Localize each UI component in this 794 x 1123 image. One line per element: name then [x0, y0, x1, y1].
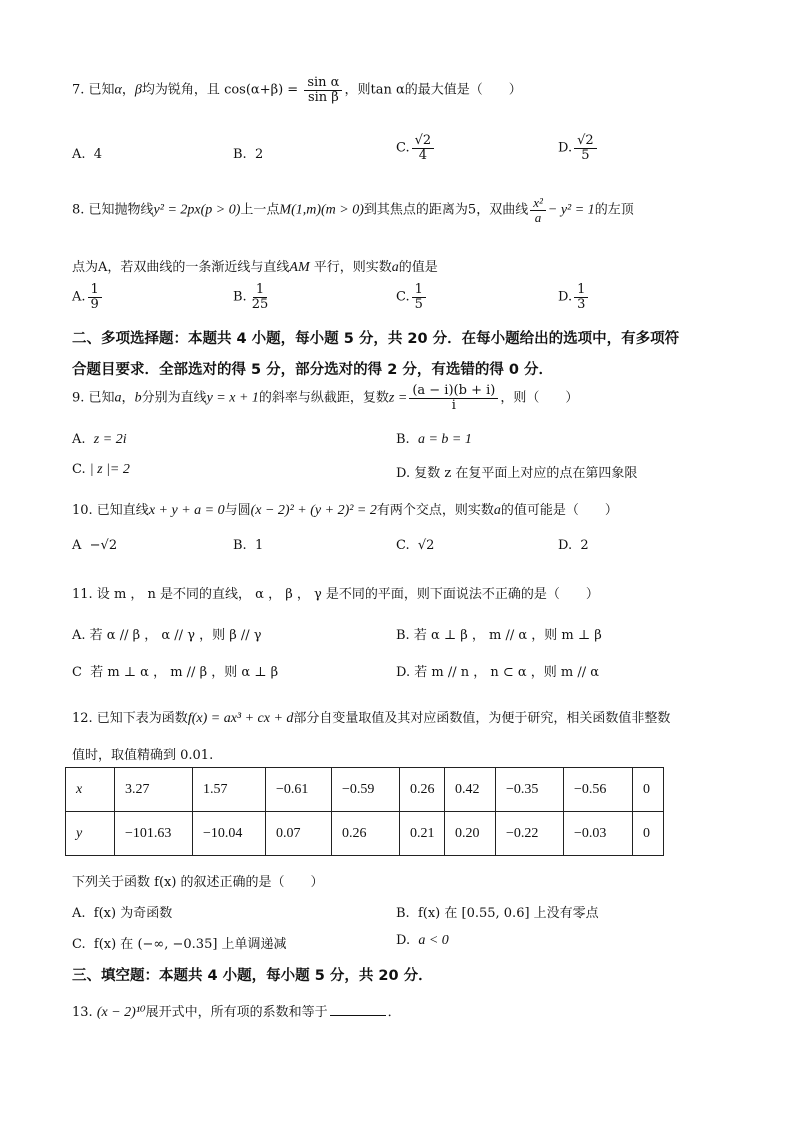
q12-option-d[interactable]: [396, 933, 449, 949]
option-label: B.: [396, 628, 410, 643]
table-cell: −0.35: [496, 768, 564, 812]
option-value: 4: [93, 147, 103, 162]
option-label: A.: [72, 628, 86, 643]
question-12-line1: [72, 707, 670, 727]
table-header-x: x: [66, 768, 115, 812]
q7-cos-expr: cos(α+β) =: [224, 82, 299, 98]
q8-line-am: AM: [289, 260, 310, 275]
table-cell: −101.63: [115, 812, 193, 856]
q9-var-a: a: [114, 390, 122, 406]
q9-option-a[interactable]: [72, 432, 127, 448]
answer-blank[interactable]: [330, 1003, 386, 1016]
question-8-line1: [72, 196, 634, 224]
q7-text: 均为锐角，且: [141, 82, 220, 98]
q10-option-a[interactable]: [72, 538, 117, 553]
table-row-y: [66, 812, 664, 856]
q11-option-a[interactable]: [72, 624, 262, 643]
table-row-x: [66, 768, 664, 812]
option-value: f(x) 在 [0.55, 0.6] 上没有零点: [417, 906, 599, 921]
option-label: D.: [396, 466, 411, 481]
frac-num: 1: [412, 283, 426, 298]
q9-text: 9. 已知: [72, 390, 115, 406]
option-value: a < 0: [418, 933, 449, 948]
q10-option-b[interactable]: [233, 538, 263, 553]
table-header-y: y: [66, 812, 115, 856]
q10-option-c[interactable]: [396, 538, 434, 553]
option-value: 若 m // n ， n ⊂ α ，则 m // α: [414, 665, 600, 680]
option-value: | z |= 2: [89, 462, 130, 477]
q9-option-b[interactable]: [396, 432, 472, 448]
option-value: 2: [254, 147, 264, 162]
table-cell: 1.57: [193, 768, 266, 812]
q8-text: 点为A，若双曲线的一条渐近线与直线: [72, 260, 290, 275]
q9-line-expr: y = x + 1: [206, 390, 259, 406]
q9-text: 的斜率与纵截距，复数: [258, 390, 389, 406]
q11-option-b[interactable]: [396, 624, 602, 643]
q7-option-d[interactable]: [558, 134, 599, 162]
q8-text: 8. 已知抛物线: [72, 202, 154, 218]
q12-option-a[interactable]: [72, 902, 172, 921]
q13-text: 13.: [72, 1005, 93, 1020]
q8-text: 到其焦点的距离为: [363, 202, 468, 218]
frac-den: 25: [251, 296, 269, 312]
frac-num: (a − i)(b + i): [409, 384, 498, 399]
frac-den: 5: [581, 147, 590, 163]
option-label: A: [72, 538, 82, 553]
option-fraction: [574, 283, 588, 311]
table-cell: −0.59: [332, 768, 400, 812]
q7-text: ，: [121, 82, 135, 98]
q7-beta: β: [134, 82, 142, 98]
table-cell: 0: [633, 812, 664, 856]
question-10: [72, 499, 618, 519]
q8-text: 的值是: [398, 260, 438, 275]
q7-alpha: α: [114, 82, 122, 98]
frac-den: 4: [418, 147, 428, 163]
frac-num: 1: [88, 283, 102, 298]
section-2-heading-line2: 合题目要求．全部选对的得 5 分，部分选对的得 2 分，有选错的得 0 分．: [72, 362, 554, 378]
question-12-line2: 值时，取值精确到 0.01.: [72, 748, 214, 763]
q10-var-a: a: [493, 503, 501, 518]
table-cell: −0.61: [266, 768, 332, 812]
q8-option-b[interactable]: [233, 283, 273, 311]
option-value: 复数 z 在复平面上对应的点在第四象限: [414, 466, 638, 481]
frac-den: a: [534, 209, 542, 225]
q7-frac-den: sin β: [307, 89, 339, 105]
option-fraction: [249, 283, 272, 311]
option-value: −√2: [89, 538, 118, 553]
question-13: [72, 1001, 401, 1021]
option-label: D.: [558, 289, 573, 305]
q10-text: 有两个交点，则实数: [376, 503, 494, 518]
q7-option-c[interactable]: [396, 134, 436, 162]
q9-text: ，: [121, 390, 135, 406]
q10-text: 与圆: [224, 503, 251, 518]
option-label: A.: [72, 289, 86, 305]
q8-distance: 5: [467, 202, 477, 218]
option-value: √2: [417, 538, 435, 553]
frac-den: i: [451, 397, 456, 413]
q12-value-table: [65, 767, 664, 856]
q10-line-expr: x + y + a = 0: [148, 503, 225, 518]
section-3-heading: 三、填空题：本题共 4 小题，每小题 5 分，共 20 分．: [72, 968, 433, 984]
option-label: C.: [396, 538, 410, 553]
table-cell: 0.21: [400, 812, 445, 856]
q10-circle: (x − 2)² + (y + 2)² = 2: [250, 503, 377, 518]
q7-tan-expr: tan α: [370, 82, 405, 98]
option-label: B.: [233, 289, 247, 305]
table-cell: 0: [633, 768, 664, 812]
q7-text: 的最大值是（ ）: [404, 82, 522, 98]
option-value: 若 α ⊥ β ， m // α ，则 m ⊥ β: [413, 628, 602, 643]
option-fraction: [412, 283, 426, 311]
q7-frac-num: sin α: [304, 76, 342, 91]
question-11: 11. 设 m ， n 是不同的直线， α ， β ， γ 是不同的平面，则下面说法不正确的是（ ）: [72, 587, 599, 602]
section-2-heading-line1: 二、多项选择题：本题共 4 小题，每小题 5 分，共 20 分．在每小题给出的选项中，有多项符: [72, 331, 680, 347]
option-label: A.: [72, 432, 86, 447]
q10-text: 的值可能是（ ）: [500, 503, 618, 518]
q12-text: 部分自变量取值及其对应函数值，为便于研究，相关函数值非整数: [293, 711, 671, 726]
q11-option-d[interactable]: [396, 661, 599, 680]
option-label: C.: [72, 937, 86, 952]
option-label: D.: [396, 933, 411, 948]
q8-parabola: y² = 2px(p > 0): [153, 202, 241, 218]
option-label: C.: [396, 140, 410, 156]
q8-text: ，双曲线: [476, 202, 529, 218]
q10-text: 10. 已知直线: [72, 503, 149, 518]
option-label: B.: [396, 432, 410, 447]
frac-num: √2: [574, 134, 597, 149]
q13-text: ．: [387, 1005, 401, 1020]
option-value: 2: [580, 538, 589, 553]
option-label: D.: [558, 140, 573, 156]
q10-option-d[interactable]: [558, 538, 589, 553]
option-label: C: [72, 665, 82, 680]
table-cell: 0.26: [332, 812, 400, 856]
frac-num: 1: [574, 283, 588, 298]
q9-z-eq: z =: [388, 390, 408, 406]
table-cell: −0.56: [564, 768, 633, 812]
option-value: a = b = 1: [417, 432, 472, 447]
q9-option-c[interactable]: [72, 462, 130, 478]
option-label: C.: [72, 462, 86, 477]
q8-option-a[interactable]: [72, 283, 104, 311]
question-9: [72, 384, 578, 412]
option-label: D.: [558, 538, 573, 553]
frac-num: x²: [530, 196, 546, 211]
q12-function: f(x) = ax³ + cx + d: [187, 711, 294, 726]
frac-num: 1: [253, 283, 267, 298]
table-cell: −10.04: [193, 812, 266, 856]
table-cell: 3.27: [115, 768, 193, 812]
option-value: f(x) 为奇函数: [93, 906, 173, 921]
option-fraction: [88, 283, 102, 311]
q8-hyper-frac: [530, 196, 546, 224]
q8-hyperbola: − y² = 1: [547, 202, 595, 218]
q9-fraction: [409, 384, 498, 412]
q9-option-d[interactable]: [396, 462, 637, 481]
q9-text: 分别为直线: [141, 390, 207, 406]
q7-fraction: [304, 76, 342, 104]
table-cell: 0.07: [266, 812, 332, 856]
option-label: B.: [233, 147, 247, 162]
option-label: B.: [396, 906, 410, 921]
q8-point: M(1,m)(m > 0): [279, 202, 364, 218]
frac-den: 5: [414, 296, 423, 312]
option-fraction: [574, 134, 597, 162]
option-label: B.: [233, 538, 247, 553]
q13-text: 展开式中，所有项的系数和等于: [145, 1005, 328, 1020]
frac-den: 9: [90, 296, 99, 312]
option-value: 1: [254, 538, 264, 553]
frac-num: √2: [412, 134, 435, 149]
q12-option-b[interactable]: [396, 902, 599, 921]
option-label: C.: [396, 289, 410, 305]
q12-text: 12. 已知下表为函数: [72, 711, 188, 726]
option-label: A.: [72, 906, 86, 921]
q11-option-c[interactable]: [72, 661, 278, 680]
q9-text: ，则（ ）: [500, 390, 579, 406]
table-cell: 0.42: [445, 768, 496, 812]
q7-text: 7. 已知: [72, 82, 115, 98]
q7-text: ，则: [344, 82, 371, 98]
option-value: 若 m ⊥ α ， m // β ，则 α ⊥ β: [90, 665, 279, 680]
q7-option-b[interactable]: [233, 147, 263, 162]
question-8-line2: [72, 256, 438, 276]
q9-var-b: b: [134, 390, 142, 406]
q8-text: 平行，则实数: [313, 260, 392, 275]
option-label: A.: [72, 147, 86, 162]
q12-option-c[interactable]: [72, 933, 287, 952]
q8-var-a: a: [391, 260, 399, 275]
q8-option-d[interactable]: [558, 283, 590, 311]
q7-option-a[interactable]: [72, 147, 102, 162]
option-fraction: [412, 134, 435, 162]
table-cell: 0.20: [445, 812, 496, 856]
q8-text: 的左顶: [594, 202, 634, 218]
q8-option-c[interactable]: [396, 283, 428, 311]
option-value: z = 2i: [93, 432, 127, 447]
option-value: f(x) 在 (−∞, −0.35] 上单调递减: [93, 937, 287, 952]
option-label: D.: [396, 665, 411, 680]
question-12-stem: 下列关于函数 f(x) 的叙述正确的是（ ）: [72, 875, 324, 890]
table-cell: −0.22: [496, 812, 564, 856]
option-value: 若 α // β ， α // γ ，则 β // γ: [89, 628, 262, 643]
q8-text: 上一点: [240, 202, 280, 218]
table-cell: −0.03: [564, 812, 633, 856]
q13-expression: (x − 2)¹⁰: [96, 1005, 146, 1020]
question-7: [72, 76, 522, 104]
table-cell: 0.26: [400, 768, 445, 812]
frac-den: 3: [577, 296, 586, 312]
